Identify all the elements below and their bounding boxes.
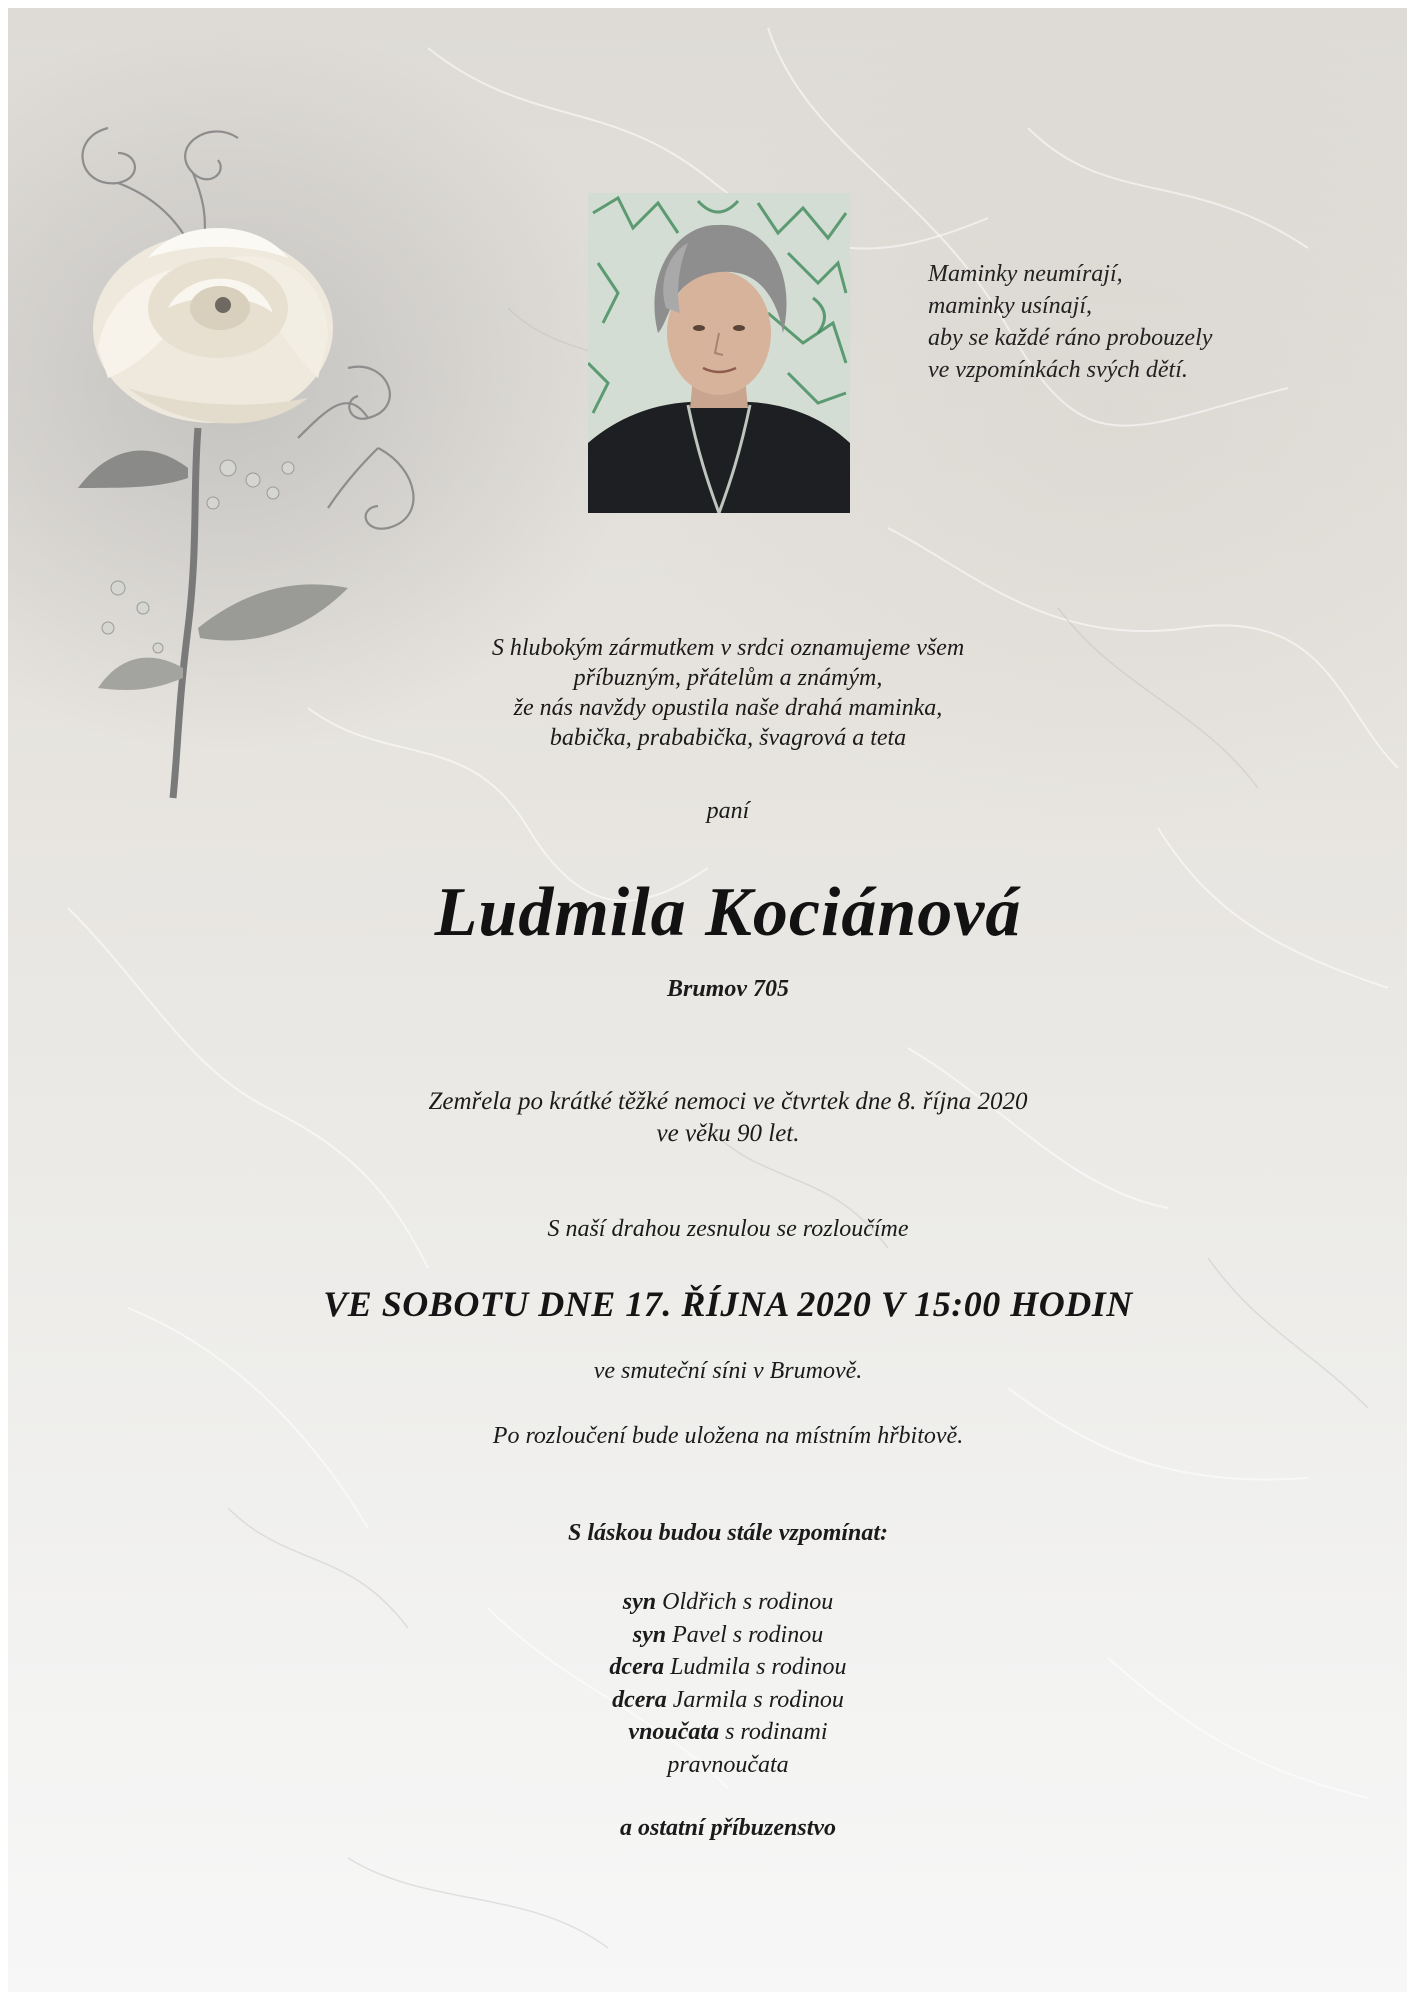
mourner-relation: vnoučata bbox=[628, 1719, 720, 1745]
poem-line: Maminky neumírají, bbox=[928, 261, 1123, 287]
mourner-entry bbox=[268, 1651, 1188, 1684]
death-notice bbox=[268, 1086, 1188, 1150]
farewell-intro: S naší drahou zesnulou se rozloučíme bbox=[547, 1216, 909, 1242]
intro-line: babička, prababička, švagrová a teta bbox=[549, 725, 907, 751]
mourner-entry bbox=[268, 1586, 1188, 1619]
burial-notice: Po rozloučení bude uložena na místním hřbitově. bbox=[492, 1423, 964, 1449]
portrait-photo bbox=[588, 193, 850, 513]
announcement-intro bbox=[268, 633, 1188, 753]
intro-line: příbuzným, přátelům a známým, bbox=[573, 665, 883, 691]
mourner-relation: dcera bbox=[609, 1654, 665, 1680]
poem bbox=[928, 258, 1328, 386]
poem-line: maminky usínají, bbox=[928, 293, 1092, 319]
mourner-relation: syn bbox=[622, 1589, 657, 1615]
mourner-text: Jarmila s rodinou bbox=[672, 1686, 844, 1713]
mourner-text: Pavel s rodinou bbox=[672, 1621, 824, 1648]
intro-line: že nás navždy opustila naše drahá maminka, bbox=[513, 695, 943, 721]
title-word: paní bbox=[706, 798, 750, 824]
death-notice-line: Zemřela po krátké těžké nemoci ve čtvrtek dne 8. října 2020 bbox=[428, 1088, 1028, 1115]
mourner-text: Oldřich s rodinou bbox=[662, 1589, 834, 1615]
poem-line: aby se každé ráno probouzely bbox=[928, 325, 1213, 351]
poem-line: ve vzpomínkách svých dětí. bbox=[928, 357, 1188, 383]
mourners-list bbox=[268, 1586, 1188, 1781]
mourner-entry bbox=[268, 1684, 1188, 1717]
mourner-text: pravnoučata bbox=[667, 1751, 789, 1778]
mourner-relation: dcera bbox=[612, 1686, 667, 1713]
mourner-entry bbox=[268, 1619, 1188, 1652]
portrait-image bbox=[588, 193, 850, 513]
mourner-text: s rodinami bbox=[725, 1719, 828, 1745]
death-notice-line: ve věku 90 let. bbox=[656, 1120, 800, 1147]
mourner-entry bbox=[268, 1749, 1188, 1782]
mourner-text: Ludmila s rodinou bbox=[670, 1654, 847, 1680]
marble-paper-background bbox=[8, 8, 1407, 1992]
mourner-relation: syn bbox=[632, 1621, 667, 1648]
closing-line: a ostatní příbuzenstvo bbox=[619, 1815, 837, 1841]
farewell-place: ve smuteční síni v Brumově. bbox=[593, 1358, 863, 1384]
farewell-datetime: VE SOBOTU DNE 17. ŘÍJNA 2020 V 15:00 HODIN bbox=[323, 1284, 1133, 1324]
deceased-name: Ludmila Kociánová bbox=[434, 874, 1022, 951]
mourner-entry bbox=[268, 1716, 1188, 1749]
remembrance-heading: S láskou budou stále vzpomínat: bbox=[567, 1520, 889, 1546]
deceased-address: Brumov 705 bbox=[666, 976, 789, 1002]
intro-line: S hlubokým zármutkem v srdci oznamujeme všem bbox=[491, 635, 965, 661]
